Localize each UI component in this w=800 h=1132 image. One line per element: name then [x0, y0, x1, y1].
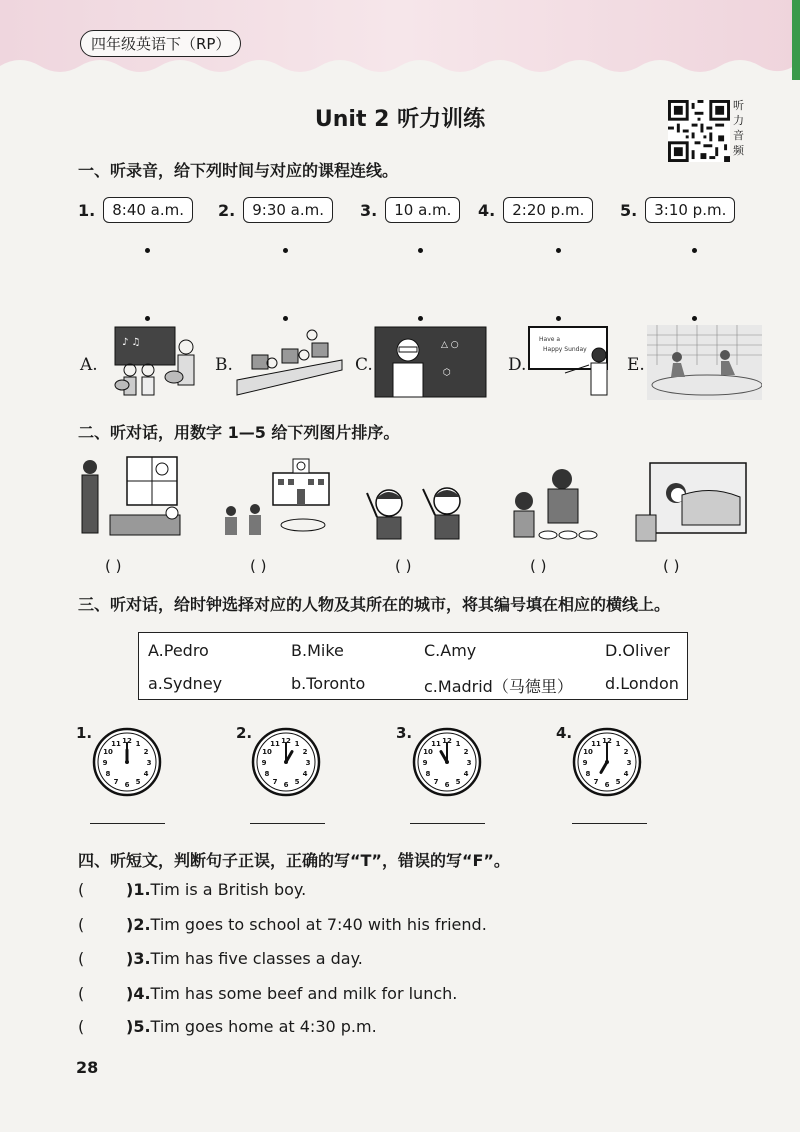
- match-dot[interactable]: [692, 316, 697, 321]
- clock-numeral: 11: [431, 739, 441, 748]
- computer-class-picture: [232, 325, 347, 400]
- music-class-picture: [100, 325, 215, 400]
- clock-numeral: 12: [122, 737, 132, 745]
- clock-center: [605, 760, 609, 764]
- picture-label: C.: [355, 355, 373, 375]
- clock-numeral: 4: [143, 770, 149, 778]
- clock-numeral: 11: [591, 739, 601, 748]
- clock-numeral: 4: [623, 770, 629, 778]
- clock-numeral: 2: [143, 748, 149, 756]
- match-dot[interactable]: [692, 248, 697, 253]
- clock-number: 1.: [76, 724, 93, 742]
- clock-numeral: 6: [444, 781, 450, 789]
- clock-numeral: 4: [463, 770, 469, 778]
- match-dot[interactable]: [556, 248, 561, 253]
- answer-paren[interactable]: (: [78, 984, 85, 1003]
- section4-heading: 四、听短文，判断句子正误，正确的写“T”，错误的写“F”。: [78, 851, 510, 870]
- section3-heading: 三、听对话，给时钟选择对应的人物及其所在的城市，将其编号填在相应的横线上。: [78, 595, 671, 614]
- statement-text: Tim goes home at 4:30 p.m.: [150, 1017, 377, 1036]
- time-list: [78, 197, 758, 231]
- clock-numeral: 7: [113, 778, 119, 787]
- answer-paren[interactable]: (: [78, 880, 85, 899]
- statement-row: [78, 880, 306, 899]
- person-option: D.Oliver: [605, 641, 670, 660]
- answer-paren[interactable]: ( ): [530, 557, 547, 575]
- clock-numeral: 2: [302, 748, 308, 756]
- picture-label: B.: [215, 355, 233, 375]
- clock-numeral: 1: [615, 739, 621, 748]
- clock-numeral: 5: [455, 778, 461, 787]
- section1-heading: 一、听录音，给下列时间与对应的课程连线。: [78, 161, 399, 180]
- clock-numeral: 3: [146, 759, 152, 767]
- item-number: 3.: [360, 200, 378, 220]
- answer-line[interactable]: [410, 823, 485, 824]
- clock-numeral: 5: [294, 778, 300, 787]
- person-option: C.Amy: [424, 641, 477, 660]
- clock-numeral: 9: [261, 759, 267, 767]
- clock-numeral: 10: [423, 748, 433, 756]
- answer-line[interactable]: [250, 823, 325, 824]
- clock-numeral: 6: [604, 781, 610, 789]
- city-option: c.Madrid（马德里）: [424, 677, 573, 696]
- clock-numeral: 9: [422, 759, 428, 767]
- city-option: a.Sydney: [148, 674, 223, 693]
- statement-number: )5.: [126, 1017, 151, 1036]
- clock-icon: [92, 727, 162, 797]
- page-title: Unit 2 听力训练: [314, 107, 486, 132]
- wake-up-picture: [72, 455, 190, 550]
- clock-number: 2.: [236, 724, 253, 742]
- match-dot[interactable]: [556, 316, 561, 321]
- picture-label: E.: [627, 355, 645, 375]
- clock-numeral: 3: [305, 759, 311, 767]
- time-box: 3:10 p.m.: [645, 197, 735, 223]
- clock-numeral: 1: [294, 739, 300, 748]
- clock-numeral: 6: [124, 781, 130, 789]
- clock-numeral: 2: [463, 748, 469, 756]
- clock-center: [284, 760, 288, 764]
- match-dot[interactable]: [418, 248, 423, 253]
- time-box: 9:30 a.m.: [243, 197, 333, 223]
- page-number: 28: [76, 1058, 99, 1077]
- clock-number: 4.: [556, 724, 573, 742]
- statement-row: [78, 949, 363, 968]
- answer-paren[interactable]: (: [78, 1017, 85, 1036]
- picture-label: D.: [508, 355, 527, 375]
- match-dot[interactable]: [283, 316, 288, 321]
- section2-heading: 二、听对话，用数字 1—5 给下列图片排序。: [78, 423, 400, 442]
- match-dot[interactable]: [418, 316, 423, 321]
- clock-numeral: 8: [425, 770, 431, 778]
- clock-numeral: 6: [283, 781, 289, 789]
- statement-row: [78, 1017, 377, 1036]
- clock-numeral: 11: [270, 739, 280, 748]
- time-box: 10 a.m.: [385, 197, 460, 223]
- answer-paren[interactable]: ( ): [105, 557, 122, 575]
- answer-paren[interactable]: ( ): [250, 557, 267, 575]
- statement-text: Tim goes to school at 7:40 with his friend.: [150, 915, 487, 934]
- clock-numeral: 10: [262, 748, 272, 756]
- clock-center: [445, 760, 449, 764]
- clock-numeral: 1: [135, 739, 141, 748]
- clock-numeral: 8: [105, 770, 111, 778]
- clock-center: [125, 760, 129, 764]
- match-dot[interactable]: [145, 248, 150, 253]
- clock-numeral: 7: [272, 778, 278, 787]
- item-number: 1.: [78, 200, 96, 220]
- clock-icon: [412, 727, 482, 797]
- svg-text:Have a: Have a: [539, 336, 561, 343]
- clock-numeral: 5: [135, 778, 141, 787]
- clock-icon: [572, 727, 642, 797]
- statement-row: [78, 984, 457, 1003]
- english-class-picture: [527, 325, 642, 400]
- clock-numeral: 5: [615, 778, 621, 787]
- statement-number: )1.: [126, 880, 151, 899]
- answer-paren[interactable]: ( ): [395, 557, 412, 575]
- match-dot[interactable]: [283, 248, 288, 253]
- answer-paren[interactable]: (: [78, 949, 85, 968]
- statement-text: Tim has five classes a day.: [150, 949, 363, 968]
- greeting-picture: [357, 455, 475, 550]
- item-number: 4.: [478, 200, 496, 220]
- time-item-1: [78, 197, 193, 223]
- person-option: B.Mike: [291, 641, 344, 660]
- sleep-picture: [632, 455, 750, 550]
- clock-numeral: 3: [466, 759, 472, 767]
- svg-text:Happy Sunday: Happy Sunday: [543, 346, 587, 353]
- clock-numeral: 2: [623, 748, 629, 756]
- item-number: 5.: [620, 200, 638, 220]
- match-dot[interactable]: [145, 316, 150, 321]
- statement-text: Tim is a British boy.: [150, 880, 307, 899]
- time-item-2: [218, 197, 333, 223]
- clock-numeral: 10: [583, 748, 593, 756]
- clock-numeral: 9: [582, 759, 588, 767]
- clock-icon: [251, 727, 321, 797]
- svg-text:♪ ♫: ♪ ♫: [122, 337, 141, 348]
- clock-numeral: 10: [103, 748, 113, 756]
- pe-class-picture: [647, 325, 762, 400]
- clock-numeral: 3: [626, 759, 632, 767]
- item-number: 2.: [218, 200, 236, 220]
- time-item-5: [620, 197, 735, 223]
- time-box: 2:20 p.m.: [503, 197, 593, 223]
- statement-row: [78, 915, 487, 934]
- statement-text: Tim has some beef and milk for lunch.: [150, 984, 458, 1003]
- clock-numeral: 8: [585, 770, 591, 778]
- clock-numeral: 11: [111, 739, 121, 748]
- clock-numeral: 9: [102, 759, 108, 767]
- time-item-3: [360, 197, 460, 223]
- svg-text:⬡: ⬡: [443, 368, 451, 378]
- qr-code-icon[interactable]: [668, 100, 730, 162]
- statement-number: )4.: [126, 984, 151, 1003]
- book-label: 四年级英语下（RP）: [80, 30, 241, 57]
- go-to-school-picture: [215, 455, 333, 550]
- answer-paren[interactable]: ( ): [663, 557, 680, 575]
- statement-number: )2.: [126, 915, 151, 934]
- clock-numeral: 12: [442, 737, 452, 745]
- clock-numeral: 7: [433, 778, 439, 787]
- clock-numeral: 7: [593, 778, 599, 787]
- qr-label: 听力音频: [733, 99, 744, 157]
- page-edge: [792, 0, 800, 80]
- clock-numeral: 1: [455, 739, 461, 748]
- city-option: b.Toronto: [291, 674, 366, 693]
- answer-line[interactable]: [90, 823, 165, 824]
- clock-numeral: 4: [302, 770, 308, 778]
- clock-numeral: 8: [264, 770, 270, 778]
- time-box: 8:40 a.m.: [103, 197, 193, 223]
- option-box: [138, 632, 688, 700]
- statement-number: )3.: [126, 949, 151, 968]
- city-option: d.London: [605, 674, 679, 693]
- answer-line[interactable]: [572, 823, 647, 824]
- person-option: A.Pedro: [148, 641, 209, 660]
- lunch-picture: [500, 455, 618, 550]
- answer-paren[interactable]: (: [78, 915, 85, 934]
- clock-number: 3.: [396, 724, 413, 742]
- clock-numeral: 12: [281, 737, 291, 745]
- svg-text:△ ○: △ ○: [441, 340, 459, 350]
- clock-numeral: 12: [602, 737, 612, 745]
- time-item-4: [478, 197, 593, 223]
- picture-label: A.: [80, 355, 98, 375]
- math-class-picture: [373, 325, 488, 400]
